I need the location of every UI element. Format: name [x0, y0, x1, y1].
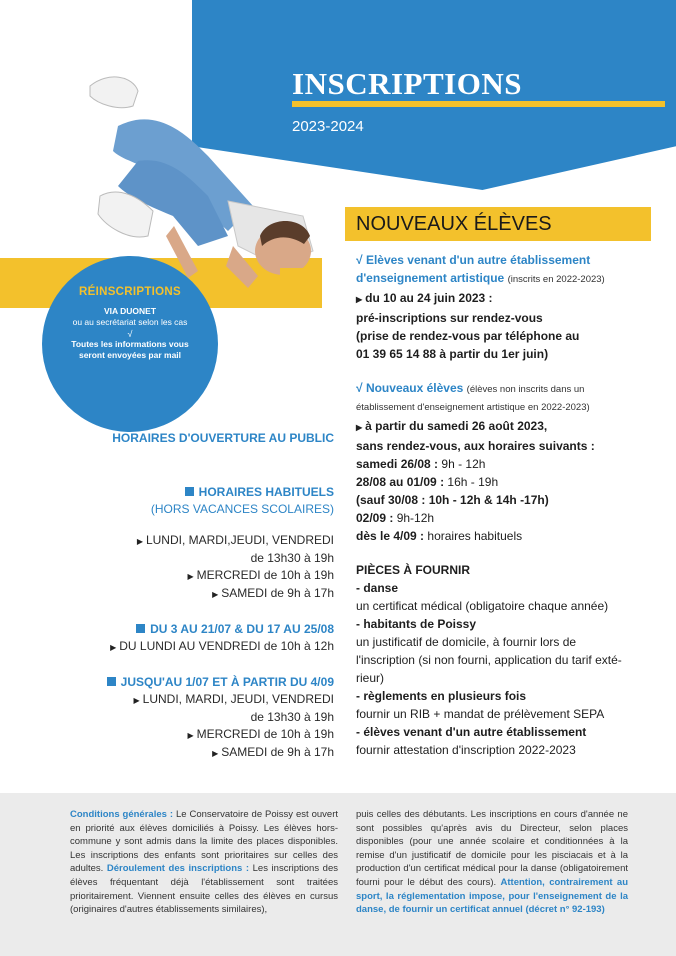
- rentree-line: de 13h30 à 19h: [250, 710, 334, 724]
- horaires-habituels: [137, 484, 334, 603]
- bloc1-line: pré-inscriptions sur rendez-vous: [356, 311, 543, 325]
- check-icon: √: [127, 329, 133, 339]
- attention-text: Attention, contrairement au sport, la réglementation impose, pour l'enseignement de la danse, de fournir un certificat annuel (décret n° 92-193): [356, 876, 628, 916]
- ete-title: DU 3 AU 21/07 & DU 17 AU 25/08: [150, 622, 334, 636]
- arrow-icon: ▶: [133, 696, 140, 705]
- habituels-line: de 13h30 à 19h: [250, 551, 334, 565]
- piece-label: - règlements en plusieurs fois: [356, 689, 527, 703]
- conditions-text-cont: puis celles des débutants. Les inscriptions en cours d'année ne sont possibles qu'après avis du Directeur, selon places disponibles (pour une année scolaire et conditionnées à la remise d'un justificatif de domicile pour les pisciacais et à la production d'un certificat médical pour la danse (obligatoirement fourni pour le début des cours).: [356, 809, 628, 888]
- check-icon: √: [356, 381, 363, 395]
- ete-line: DU LUNDI AU VENDREDI de 10h à 12h: [119, 639, 334, 653]
- arrow-icon: ▶: [212, 749, 219, 758]
- reinscriptions-secretariat: ou au secrétariat selon les cas: [72, 317, 188, 327]
- conditions-column-left: [70, 808, 338, 917]
- rentree-title: JUSQU'AU 1/07 ET À PARTIR DU 4/09: [120, 675, 334, 689]
- bloc2-line: sans rendez-vous, aux horaires suivants :: [356, 439, 595, 453]
- deroulement-text: Les inscriptions des élèves fréquentant déjà l'établissement sont traitées prioritairement. Viennent ensuite celles des élèves en cursus (originaires d'autres établissements similaires),: [70, 863, 338, 916]
- arrow-icon: ▶: [212, 590, 219, 599]
- piece-label: - habitants de Poissy: [356, 617, 477, 631]
- rentree-line: MERCREDI de 10h à 19h: [196, 727, 334, 741]
- piece-text: l'inscription (si non fourni, application du tarif exté-: [356, 653, 622, 667]
- schedule-value: 16h - 19h: [447, 475, 499, 489]
- arrow-icon: ▶: [136, 537, 143, 546]
- arrow-icon: ▶: [187, 572, 194, 581]
- school-year: 2023-2024: [292, 118, 364, 135]
- horaires-heading: HORAIRES D'OUVERTURE AU PUBLIC: [112, 431, 334, 445]
- reinscriptions-info-1: Toutes les informations vous: [71, 339, 189, 349]
- piece-text: un justificatif de domicile, à fournir lors de: [356, 635, 577, 649]
- page-title: INSCRIPTIONS: [292, 66, 522, 101]
- bloc1-title-a: Elèves venant d'un autre établissement: [365, 253, 591, 267]
- piece-text: fournir attestation d'inscription 2022-2023: [356, 743, 576, 757]
- bloc2-note-b: établissement d'enseignement artistique en 2022-2023): [356, 402, 590, 413]
- habituels-title: HORAIRES HABITUELS: [198, 485, 334, 499]
- bloc1-line: (prise de rendez-vous par téléphone au: [356, 329, 580, 343]
- bloc2-title: Nouveaux élèves: [365, 381, 464, 395]
- schedule-label: samedi 26/08 :: [356, 457, 439, 471]
- piece-text: fournir un RIB + mandat de prélèvement SEPA: [356, 707, 605, 721]
- schedule-label: 28/08 au 01/09 :: [356, 475, 445, 489]
- conditions-label: Conditions générales :: [70, 809, 174, 820]
- reinscriptions-info-2: seront envoyées par mail: [78, 350, 182, 361]
- conditions-column-right: [356, 808, 628, 917]
- schedule-label: 02/09 :: [356, 511, 394, 525]
- deroulement-label: Déroulement des inscriptions :: [106, 863, 250, 875]
- schedule-label: dès le 4/09 :: [356, 529, 425, 543]
- arrow-icon: ▶: [110, 643, 117, 652]
- rentree-line: LUNDI, MARDI, JEUDI, VENDREDI: [142, 692, 334, 706]
- schedule-value: 9h - 12h: [441, 457, 486, 471]
- title-underline: [292, 101, 665, 107]
- arrow-icon: ▶: [356, 423, 363, 432]
- arrow-icon: ▶: [356, 295, 363, 304]
- reinscriptions-circle: [42, 256, 218, 432]
- check-icon: √: [356, 253, 363, 267]
- nouveaux-title: NOUVEAUX ÉLÈVES: [356, 213, 552, 235]
- square-bullet-icon: [185, 487, 194, 496]
- nouveaux-content: [356, 251, 656, 759]
- schedule-value: horaires habituels: [427, 529, 523, 543]
- habituels-line: LUNDI, MARDI,JEUDI, VENDREDI: [145, 533, 334, 547]
- pieces-title: PIÈCES À FOURNIR: [356, 563, 471, 577]
- habituels-line: MERCREDI de 10h à 19h: [196, 568, 334, 582]
- piece-text: un certificat médical (obligatoire chaque année): [356, 599, 609, 613]
- piece-label: - danse: [356, 581, 399, 595]
- bloc1-note: (inscrits en 2022-2023): [507, 274, 605, 285]
- bloc2-note-a: (élèves non inscrits dans un: [466, 384, 585, 395]
- piece-text: rieur): [356, 671, 385, 685]
- arrow-icon: ▶: [187, 731, 194, 740]
- schedule-value: 9h-12h: [396, 511, 435, 525]
- rentree-line: SAMEDI de 9h à 17h: [221, 745, 334, 759]
- horaires-rentree: [107, 674, 334, 762]
- square-bullet-icon: [136, 624, 145, 633]
- habituels-line: SAMEDI de 9h à 17h: [221, 586, 334, 600]
- square-bullet-icon: [107, 677, 116, 686]
- habituels-subtitle: (HORS VACANCES SCOLAIRES): [150, 502, 334, 516]
- piece-label: - élèves venant d'un autre établissement: [356, 725, 587, 739]
- reinscriptions-title: RÉINSCRIPTIONS: [79, 286, 181, 298]
- yellow-band-accent: [280, 268, 322, 306]
- schedule-exception: (sauf 30/08 : 10h - 12h & 14h -17h): [356, 493, 549, 507]
- bloc2-date: à partir du samedi 26 août 2023,: [365, 419, 548, 433]
- bloc1-date: du 10 au 24 juin 2023 :: [365, 291, 493, 305]
- conditions-text: Le Conservatoire de Poissy est ouvert en priorité aux élèves domiciliés à Poissy. Les élèves hors-commune y sont admis dans la limite des places disponibles. Les inscriptions des enfants sont prioritaires sur celles des adultes.: [70, 809, 338, 875]
- reinscriptions-via: VIA DUONET: [103, 306, 157, 316]
- horaires-ete: [110, 621, 334, 656]
- bloc1-line: 01 39 65 14 88 à partir du 1er juin): [356, 347, 549, 361]
- bloc1-title-b: d'enseignement artistique: [356, 271, 505, 285]
